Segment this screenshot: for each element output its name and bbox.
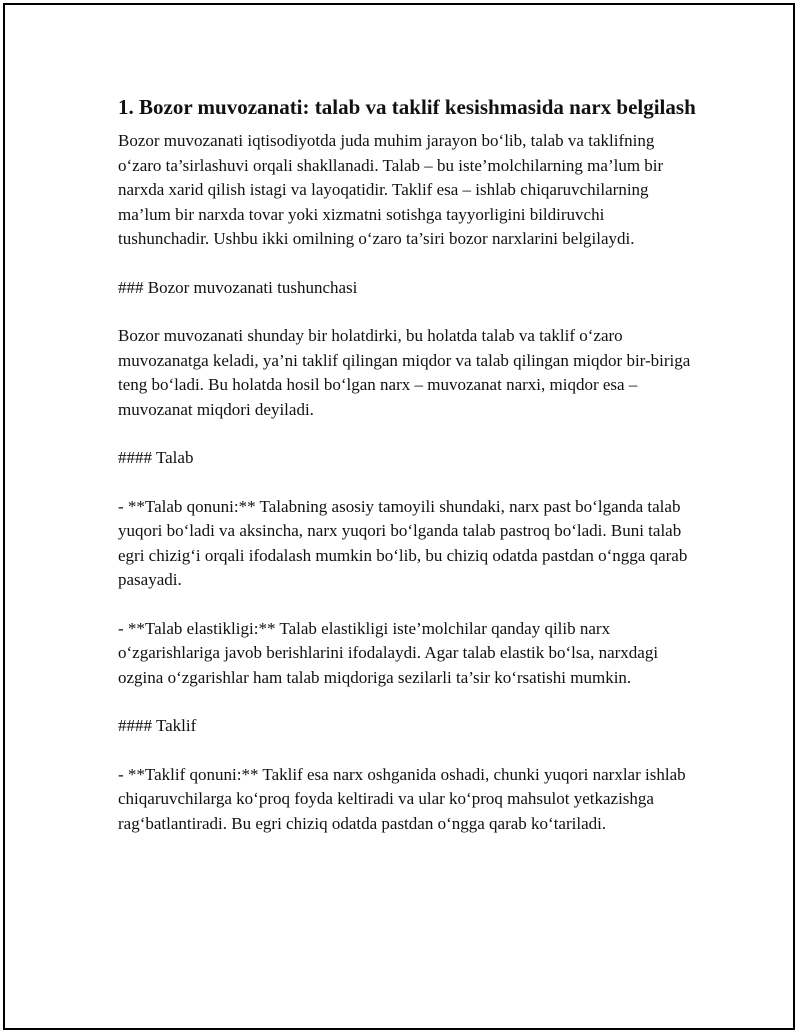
section-heading-market-equilibrium: ### Bozor muvozanati tushunchasi bbox=[118, 277, 358, 297]
demand-elasticity-item: - **Talab elastikligi:** Talab elastikligi iste’molchilar qanday qilib narx o‘zgarishlariga javob berishlarini ifodalaydi. Agar talab elastik bo‘lsa, narxdagi ozgina o‘zgarishlar ham talab miqdoriga sezilarli ta’sir ko‘rsatishi mumkin. bbox=[118, 618, 659, 687]
supply-law-item: - **Taklif qonuni:** Taklif esa narx oshganida oshadi, chunki yuqori narxlar ishlab chiqaruvchilarga ko‘proq foyda keltiradi va ular ko‘proq mahsulot yetkazishga rag‘batlantiradi. Bu egri chiziq odatda pastdan o‘ngga qarab ko‘tariladi. bbox=[118, 764, 686, 833]
subsection-heading-demand: #### Talab bbox=[118, 448, 194, 467]
equilibrium-paragraph: Bozor muvozanati shunday bir holatdirki, bu holatda talab va taklif o‘zaro muvozanatga keladi, ya’ni taklif qilingan miqdor va talab qilingan miqdor bir-biriga teng bo‘ladi. Bu holatda hosil bo‘lgan narx – muvozanat narxi, miqdor esa – muvozanat miqdori deyiladi. bbox=[118, 326, 691, 419]
document-title: 1. Bozor muvozanati: talab va taklif kesishmasida narx belgilash bbox=[118, 95, 696, 119]
intro-paragraph: Bozor muvozanati iqtisodiyotda juda muhim jarayon bo‘lib, talab va taklifning o‘zaro ta’sirlashuvi orqali shakllanadi. Talab – bu iste’molchilarning ma’lum bir narxda xarid qilish istagi va layoqatidir. Taklif esa – ishlab chiqaruvchilarning ma’lum bir narxda tovar yoki xizmatni sotishga tayyorligini bildiruvchi tushunchadir. Ushbu ikki omilning o‘zaro ta’siri bozor narxlarini belgilaydi. bbox=[118, 131, 664, 248]
demand-law-item: - **Talab qonuni:** Talabning asosiy tamoyili shundaki, narx past bo‘lganda talab yuqori bo‘ladi va aksincha, narx yuqori bo‘lganda talab pastroq bo‘ladi. Buni talab egri chizig‘i orqali ifodalash mumkin bo‘lib, bu chiziq odatda pastdan o‘ngga qarab pasayadi. bbox=[118, 496, 688, 589]
document-body bbox=[118, 93, 698, 860]
subsection-heading-supply: #### Taklif bbox=[118, 716, 197, 735]
